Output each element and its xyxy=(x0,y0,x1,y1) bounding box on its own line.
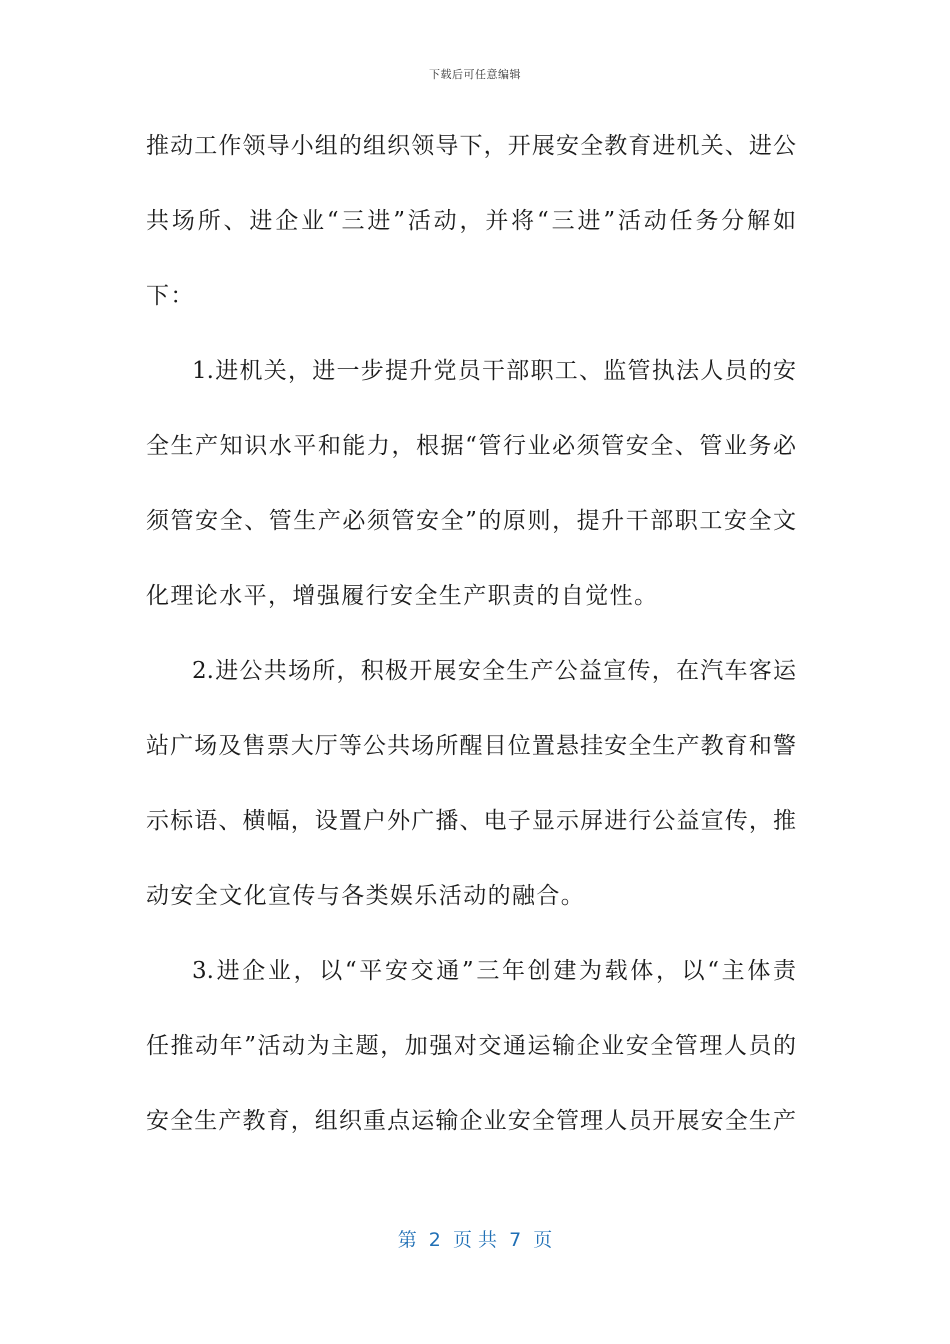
document-body xyxy=(146,120,796,1170)
text-line: 下： xyxy=(146,283,195,309)
text-line: 全生产知识水平和能力，根据“管行业必须管安全、管业务必 xyxy=(146,433,796,459)
paragraph-2-start: 2.进公共场所，积极开展安全生产公益宣传，在汽车客运 xyxy=(192,658,796,684)
text-line: 化理论水平，增强履行安全生产职责的自觉性。 xyxy=(146,583,659,609)
text-line: 共场所、进企业“三进”活动，并将“三进”活动任务分解如 xyxy=(146,208,796,234)
paragraph-3-start: 3.进企业，以“平安交通”三年创建为载体，以“主体责 xyxy=(192,958,796,984)
download-note: 下载后可任意编辑 xyxy=(429,68,521,81)
page-number: 第 2 页 共 7 页 xyxy=(397,1229,553,1251)
text-line: 任推动年”活动为主题，加强对交通运输企业安全管理人员的 xyxy=(146,1033,796,1059)
text-line: 须管安全、管生产必须管安全”的原则，提升干部职工安全文 xyxy=(146,508,796,534)
text-line: 站广场及售票大厅等公共场所醒目位置悬挂安全生产教育和警 xyxy=(146,733,796,759)
paragraph-1-start: 1.进机关，进一步提升党员干部职工、监管执法人员的安 xyxy=(192,358,796,384)
text-line: 动安全文化宣传与各类娱乐活动的融合。 xyxy=(146,883,586,909)
text-line: 安全生产教育，组织重点运输企业安全管理人员开展安全生产 xyxy=(146,1108,796,1134)
text-line: 推动工作领导小组的组织领导下，开展安全教育进机关、进公 xyxy=(146,133,796,159)
text-line: 示标语、横幅，设置户外广播、电子显示屏进行公益宣传，推 xyxy=(146,808,796,834)
